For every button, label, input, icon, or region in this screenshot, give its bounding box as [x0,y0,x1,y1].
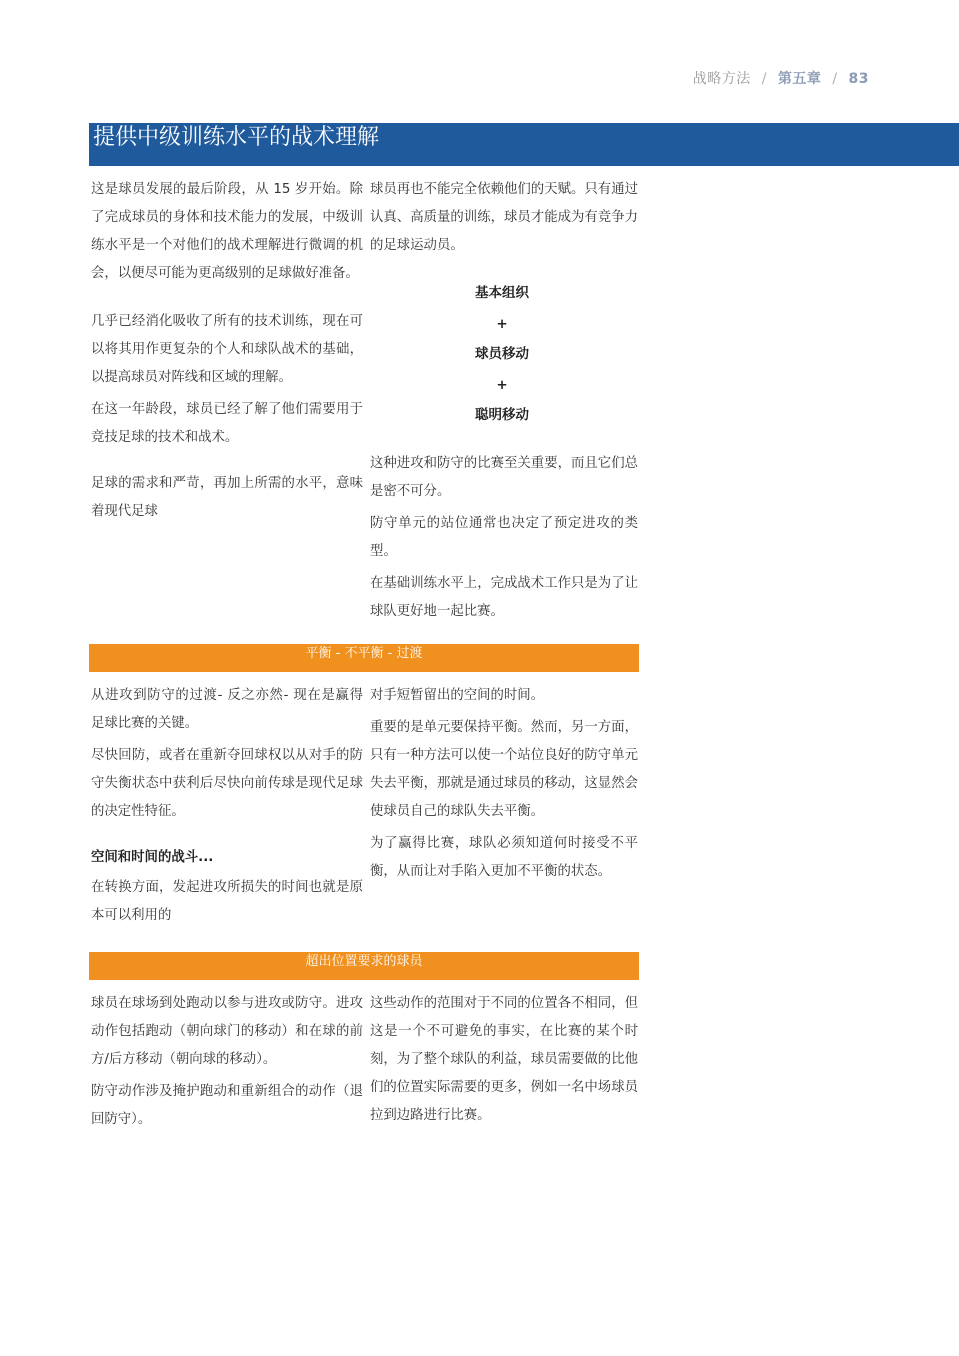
subheading: 空间和时间的战斗... [91,850,214,865]
section-band-players: 超出位置要求的球员 [89,952,639,980]
paragraph: 在转换方面，发起进攻所损失的时间也就是原本可以利用的 [91,880,363,923]
paragraph: 在基础训练水平上，完成战术工作只是为了让球队更好地一起比赛。 [370,576,638,619]
section3-left-column [91,990,363,1134]
formula-plus: + [496,315,508,332]
formula-item: 聪明移动 [475,407,529,423]
paragraph: 球员在球场到处跑动以参与进攻或防守。进攻动作包括跑动（朝向球门的移动）和在球的前方/后方移动（朝向球的移动）。 [91,996,363,1067]
page-number: 83 [848,71,869,87]
section1-right-column-bottom [370,450,638,626]
section1-left-column [91,176,363,526]
running-header [693,68,869,88]
section2-right-column [370,682,638,886]
paragraph: 尽快回防，或者在重新夺回球权以从对手的防守失衡状态中获利后尽快向前传球是现代足球的决定性特征。 [91,748,363,819]
paragraph: 重要的是单元要保持平衡。然而，另一方面，只有一种方法可以使一个站位良好的防守单元失去平衡，那就是通过球员的移动，这显然会使球员自己的球队失去平衡。 [370,720,638,819]
section-band-balance: 平衡 - 不平衡 - 过渡 [89,644,639,672]
header-chapter: 第五章 [777,71,822,87]
formula-item: 球员移动 [475,346,529,362]
section2-left-column [91,682,363,930]
paragraph: 在这一年龄段，球员已经了解了他们需要用于竞技足球的技术和战术。 [91,402,363,445]
paragraph: 防守单元的站位通常也决定了预定进攻的类型。 [370,516,638,559]
paragraph: 对手短暂留出的空间的时间。 [370,688,545,703]
paragraph: 这种进攻和防守的比赛至关重要，而且它们总是密不可分。 [370,456,638,499]
paragraph: 球员再也不能完全依赖他们的天赋。只有通过认真、高质量的训练，球员才能成为有竞争力的足球运动员。 [370,182,638,253]
paragraph: 足球的需求和严苛，再加上所需的水平，意味着现代足球 [91,476,363,519]
formula-list [370,278,634,431]
section1-right-column-top [370,176,638,260]
title-bar [89,123,959,166]
paragraph: 这些动作的范围对于不同的位置各不相同，但这是一个不可避免的事实，在比赛的某个时刻，为了整个球队的利益，球员需要做的比他们的位置实际需要的更多，例如一名中场球员拉到边路进行比赛。 [370,996,638,1123]
page-title: 提供中级训练水平的战术理解 [93,125,380,150]
header-separator: / [832,71,838,87]
header-section: 战略方法 [692,71,751,87]
paragraph: 从进攻到防守的过渡- 反之亦然- 现在是赢得足球比赛的关键。 [91,688,363,731]
formula-item: 基本组织 [475,285,529,301]
header-separator: / [761,71,767,87]
paragraph: 防守动作涉及掩护跑动和重新组合的动作（退回防守）。 [91,1084,363,1127]
paragraph: 为了赢得比赛，球队必须知道何时接受不平衡，从而让对手陷入更加不平衡的状态。 [370,836,638,879]
formula-plus: + [496,376,508,393]
section3-right-column [370,990,638,1130]
paragraph: 这是球员发展的最后阶段，从 15 岁开始。除了完成球员的身体和技术能力的发展，中级训练水平是一个对他们的战术理解进行微调的机会，以便尽可能为更高级别的足球做好准备。 [91,182,363,281]
paragraph: 几乎已经消化吸收了所有的技术训练，现在可以将其用作更复杂的个人和球队战术的基础，以提高球员对阵线和区域的理解。 [91,314,363,385]
